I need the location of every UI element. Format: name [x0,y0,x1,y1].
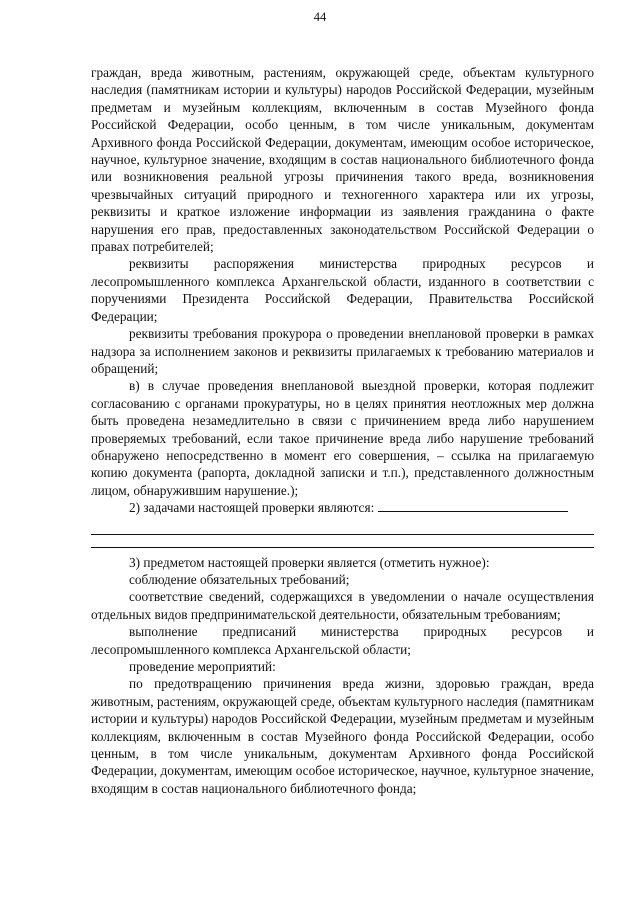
paragraph-item-v: в) в случае проведения внеплановой выездной проверки, которая подлежит согласованию с органами прокуратуры, но в целях принятия неотложных мер должна быть проведена незамедлительно в связи с причинением вреда либо нарушением проверяемых требований, если такое причинение вреда либо нарушение требований обнаружено непосредственно в момент его совершения, – ссылка на прилагаемую копию документа (рапорта, докладной записки и т.п.), представленного должностным лицом, обнаружившим нарушение.); [91,378,594,498]
paragraph-compliance: соблюдение обязательных требований; [129,571,350,587]
paragraph-harm-continuation: граждан, вреда животным, растениям, окружающей среде, объектам культурного наследия (памятникам истории и культуры) народов Российской Федерации, музейным предметам и музейным коллекциям, включенным в состав Музейного фонда Российской Федерации, особо ценным, в том числе уникальным, документам Архивного фонда Российской Федерации, документам, имеющим особое историческое, научное, культурное значение, входящим в состав национального библиотечного фонда или возникновения реальной угрозы причинения такого вреда, возникновения чрезвычайных ситуаций природного и техногенного характера или их угрозы, реквизиты и краткое изложение информации из заявления гражданина о факте нарушения его прав, предоставленных законодательством Российской Федерации о правах потребителей; [91,65,594,255]
paragraph-subject: 3) предметом настоящей проверки является (отметить нужное): [129,554,490,570]
paragraph-prevention: по предотвращению причинения вреда жизни, здоровью граждан, вреда животным, растениям, окружающей среде, объектам культурного наследия (памятникам истории и культуры) народов Российской Федерации, музейным предметам и музейным коллекциям, включенным в состав Музейного фонда Российской Федерации, особо ценным, в том числе уникальным, документам Архивного фонда Российской Федерации, документам, имеющим особое историческое, научное, культурное значение, входящим в состав национального библиотечного фонда; [91,676,594,796]
tasks-fill-line-2[interactable] [91,517,594,535]
tasks-label: 2) задачами настоящей проверки являются: [129,500,375,516]
paragraph-prescriptions: выполнение предписаний министерства природных ресурсов и лесопромышленного комплекса Архангельской области; [91,624,594,657]
tasks-fill-line-3[interactable] [91,535,594,548]
paragraph-tasks [91,499,594,516]
page-number: 44 [313,10,327,24]
paragraph-ministry-order: реквизиты распоряжения министерства природных ресурсов и лесопромышленного комплекса Архангельской области, изданного в соответствии с поручениями Президента Российской Федерации, Правительства Российской Федерации; [91,256,594,324]
document-body [91,64,594,797]
paragraph-prosecutor-demand: реквизиты требования прокурора о проведении внеплановой проверки в рамках надзора за исполнением законов и реквизиты прилагаемых к требованию материалов и обращений; [91,326,594,376]
paragraph-notification-compliance: соответствие сведений, содержащихся в уведомлении о начале осуществления отдельных видов предпринимательской деятельности, обязательным требованиям; [91,589,594,622]
tasks-fill-line[interactable] [378,499,568,512]
paragraph-measures: проведение мероприятий: [129,659,276,674]
